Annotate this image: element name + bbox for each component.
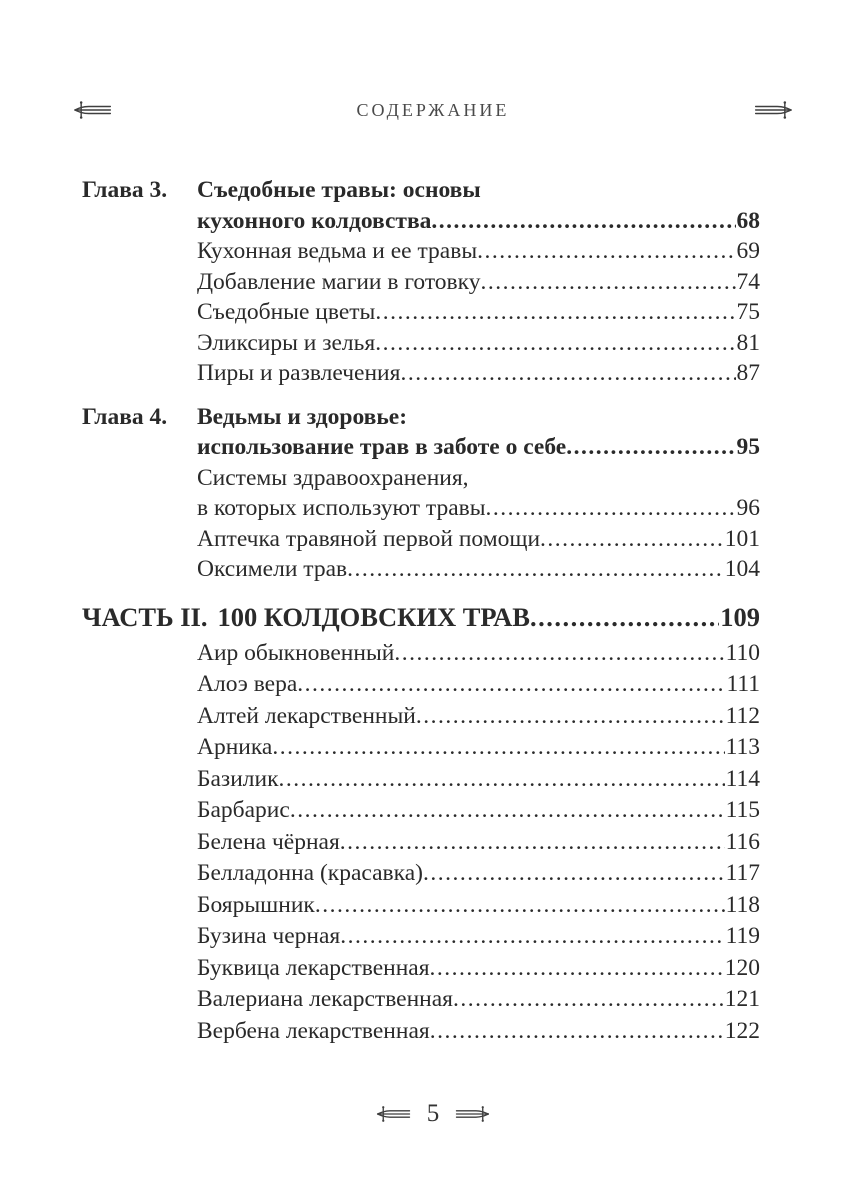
toc-line: [82, 1016, 760, 1048]
dot-leader: [486, 493, 736, 524]
entry-title: Алоэ вера: [197, 671, 298, 697]
toc-line: [82, 554, 760, 585]
dot-leader: [400, 358, 735, 389]
page-number: 101: [724, 525, 760, 552]
dot-leader: [375, 328, 735, 359]
page-number: 104: [724, 556, 760, 582]
toc-part-heading: [82, 598, 760, 636]
page-header: [72, 96, 794, 124]
entry-title: Съедобные цветы: [197, 299, 376, 325]
page-number: 95: [736, 434, 760, 460]
page-number: 81: [736, 329, 760, 356]
toc-line: [82, 638, 760, 670]
page-number: 110: [725, 639, 760, 666]
entry-title: Оксимели трав: [197, 556, 348, 582]
page-number: 116: [725, 828, 760, 855]
dot-leader: [453, 984, 724, 1016]
dot-leader: [272, 732, 724, 764]
page-number: 112: [725, 702, 760, 729]
page-number: 113: [725, 734, 760, 760]
toc-line: [82, 858, 760, 890]
toc-line: [82, 827, 760, 859]
toc-line: [82, 206, 760, 237]
toc-line: [82, 175, 760, 206]
chapter-label: Глава 4.: [82, 403, 168, 430]
entry-title: Белена чёрная: [197, 828, 340, 855]
toc-chapter-section: [82, 175, 760, 389]
page-number: 117: [725, 860, 760, 886]
entry-title: Аптечка травяной первой помощи: [197, 525, 541, 552]
dot-leader: [423, 858, 725, 890]
entry-title: Аир обыкновенный: [197, 639, 395, 666]
dot-leader: [315, 890, 725, 922]
toc-line: [82, 493, 760, 524]
page-number: 114: [725, 765, 760, 792]
entry-title: Ведьмы и здоровье:: [197, 403, 408, 430]
page-number: 87: [736, 360, 760, 386]
toc-part-section: [82, 598, 760, 1048]
entry-title: Буквица лекарственная: [197, 954, 430, 981]
toc-line: [82, 524, 760, 555]
page-number: 118: [725, 891, 760, 918]
page-number: 121: [724, 986, 760, 1012]
page-title: СОДЕРЖАНИЕ: [356, 99, 510, 120]
entry-title: Пиры и развлечения: [197, 360, 401, 386]
toc-line: [82, 795, 760, 827]
dot-leader: [566, 432, 735, 463]
fleuron-ornament-right: [455, 1104, 491, 1124]
toc-line: [82, 358, 760, 389]
dot-leader: [431, 206, 735, 237]
dot-leader: [347, 554, 724, 585]
toc-line: [82, 953, 760, 985]
entry-title: кухонного колдовства: [197, 207, 432, 234]
page-number: 120: [724, 954, 760, 981]
entry-title: Вербена лекарственная: [197, 1017, 430, 1044]
dot-leader: [416, 701, 725, 733]
chapter-label: Глава 3.: [82, 177, 168, 203]
toc-line: [82, 297, 760, 328]
entry-title: Белладонна (красавка): [197, 860, 423, 886]
entry-title: Добавление магии в готовку: [197, 268, 481, 295]
toc-chapter-section: [82, 402, 760, 585]
dot-leader: [394, 638, 724, 670]
entry-title: Валериана лекарственная: [197, 986, 453, 1012]
page-number: 68: [736, 207, 760, 234]
fleuron-ornament-right: [754, 99, 794, 121]
entry-title: Системы здравоохранения,: [197, 464, 469, 491]
entry-title: Эликсиры и зелья: [197, 329, 376, 356]
part-label: ЧАСТЬ II.: [82, 601, 208, 632]
entry-title: Бузина черная: [197, 923, 341, 949]
entry-title: Боярышник: [197, 891, 315, 918]
dot-leader: [279, 764, 725, 796]
toc-line: [82, 984, 760, 1016]
dot-leader: [480, 267, 735, 298]
toc-line: [82, 732, 760, 764]
page-number: 119: [725, 923, 760, 949]
entry-title: Алтей лекарственный: [197, 702, 416, 729]
part-title: 100 КОЛДОВСКИХ ТРАВ: [217, 601, 530, 632]
dot-leader: [540, 524, 724, 555]
toc-line: [82, 764, 760, 796]
page-footer: [0, 1100, 866, 1128]
page-number: 5: [426, 1100, 440, 1127]
dot-leader: [430, 1016, 724, 1048]
page-number: 122: [724, 1017, 760, 1044]
toc-line: [82, 890, 760, 922]
dot-leader: [477, 236, 735, 267]
entry-title: Кухонная ведьма и ее травы: [197, 238, 478, 264]
toc-line: [82, 267, 760, 298]
page-number: 109: [720, 601, 760, 632]
toc-line: [82, 921, 760, 953]
page-number: 111: [726, 671, 760, 697]
page-number: 74: [736, 268, 760, 295]
page-number: 75: [736, 299, 760, 325]
dot-leader: [290, 795, 725, 827]
dot-leader: [430, 953, 724, 985]
entry-title: использование трав в заботе о себе: [197, 434, 567, 460]
page-number: 69: [736, 238, 760, 264]
entry-title: Съедобные травы: основы: [197, 177, 481, 203]
table-of-contents: [82, 175, 760, 1060]
fleuron-ornament-left: [375, 1104, 411, 1124]
toc-line: [82, 236, 760, 267]
dot-leader: [340, 827, 725, 859]
dot-leader: [375, 297, 735, 328]
dot-leader: [297, 669, 725, 701]
toc-line: [82, 432, 760, 463]
toc-line: [82, 701, 760, 733]
toc-line: [82, 669, 760, 701]
page-number: 115: [725, 797, 760, 823]
entry-title: Барбарис: [197, 797, 290, 823]
toc-line: [82, 463, 760, 494]
dot-leader: [530, 598, 719, 636]
entry-title: Арника: [197, 734, 273, 760]
entry-title: Базилик: [197, 765, 279, 792]
dot-leader: [340, 921, 724, 953]
toc-line: [82, 328, 760, 359]
entry-title: в которых используют травы: [197, 495, 486, 521]
page-number: 96: [736, 495, 760, 521]
toc-line: [82, 402, 760, 433]
